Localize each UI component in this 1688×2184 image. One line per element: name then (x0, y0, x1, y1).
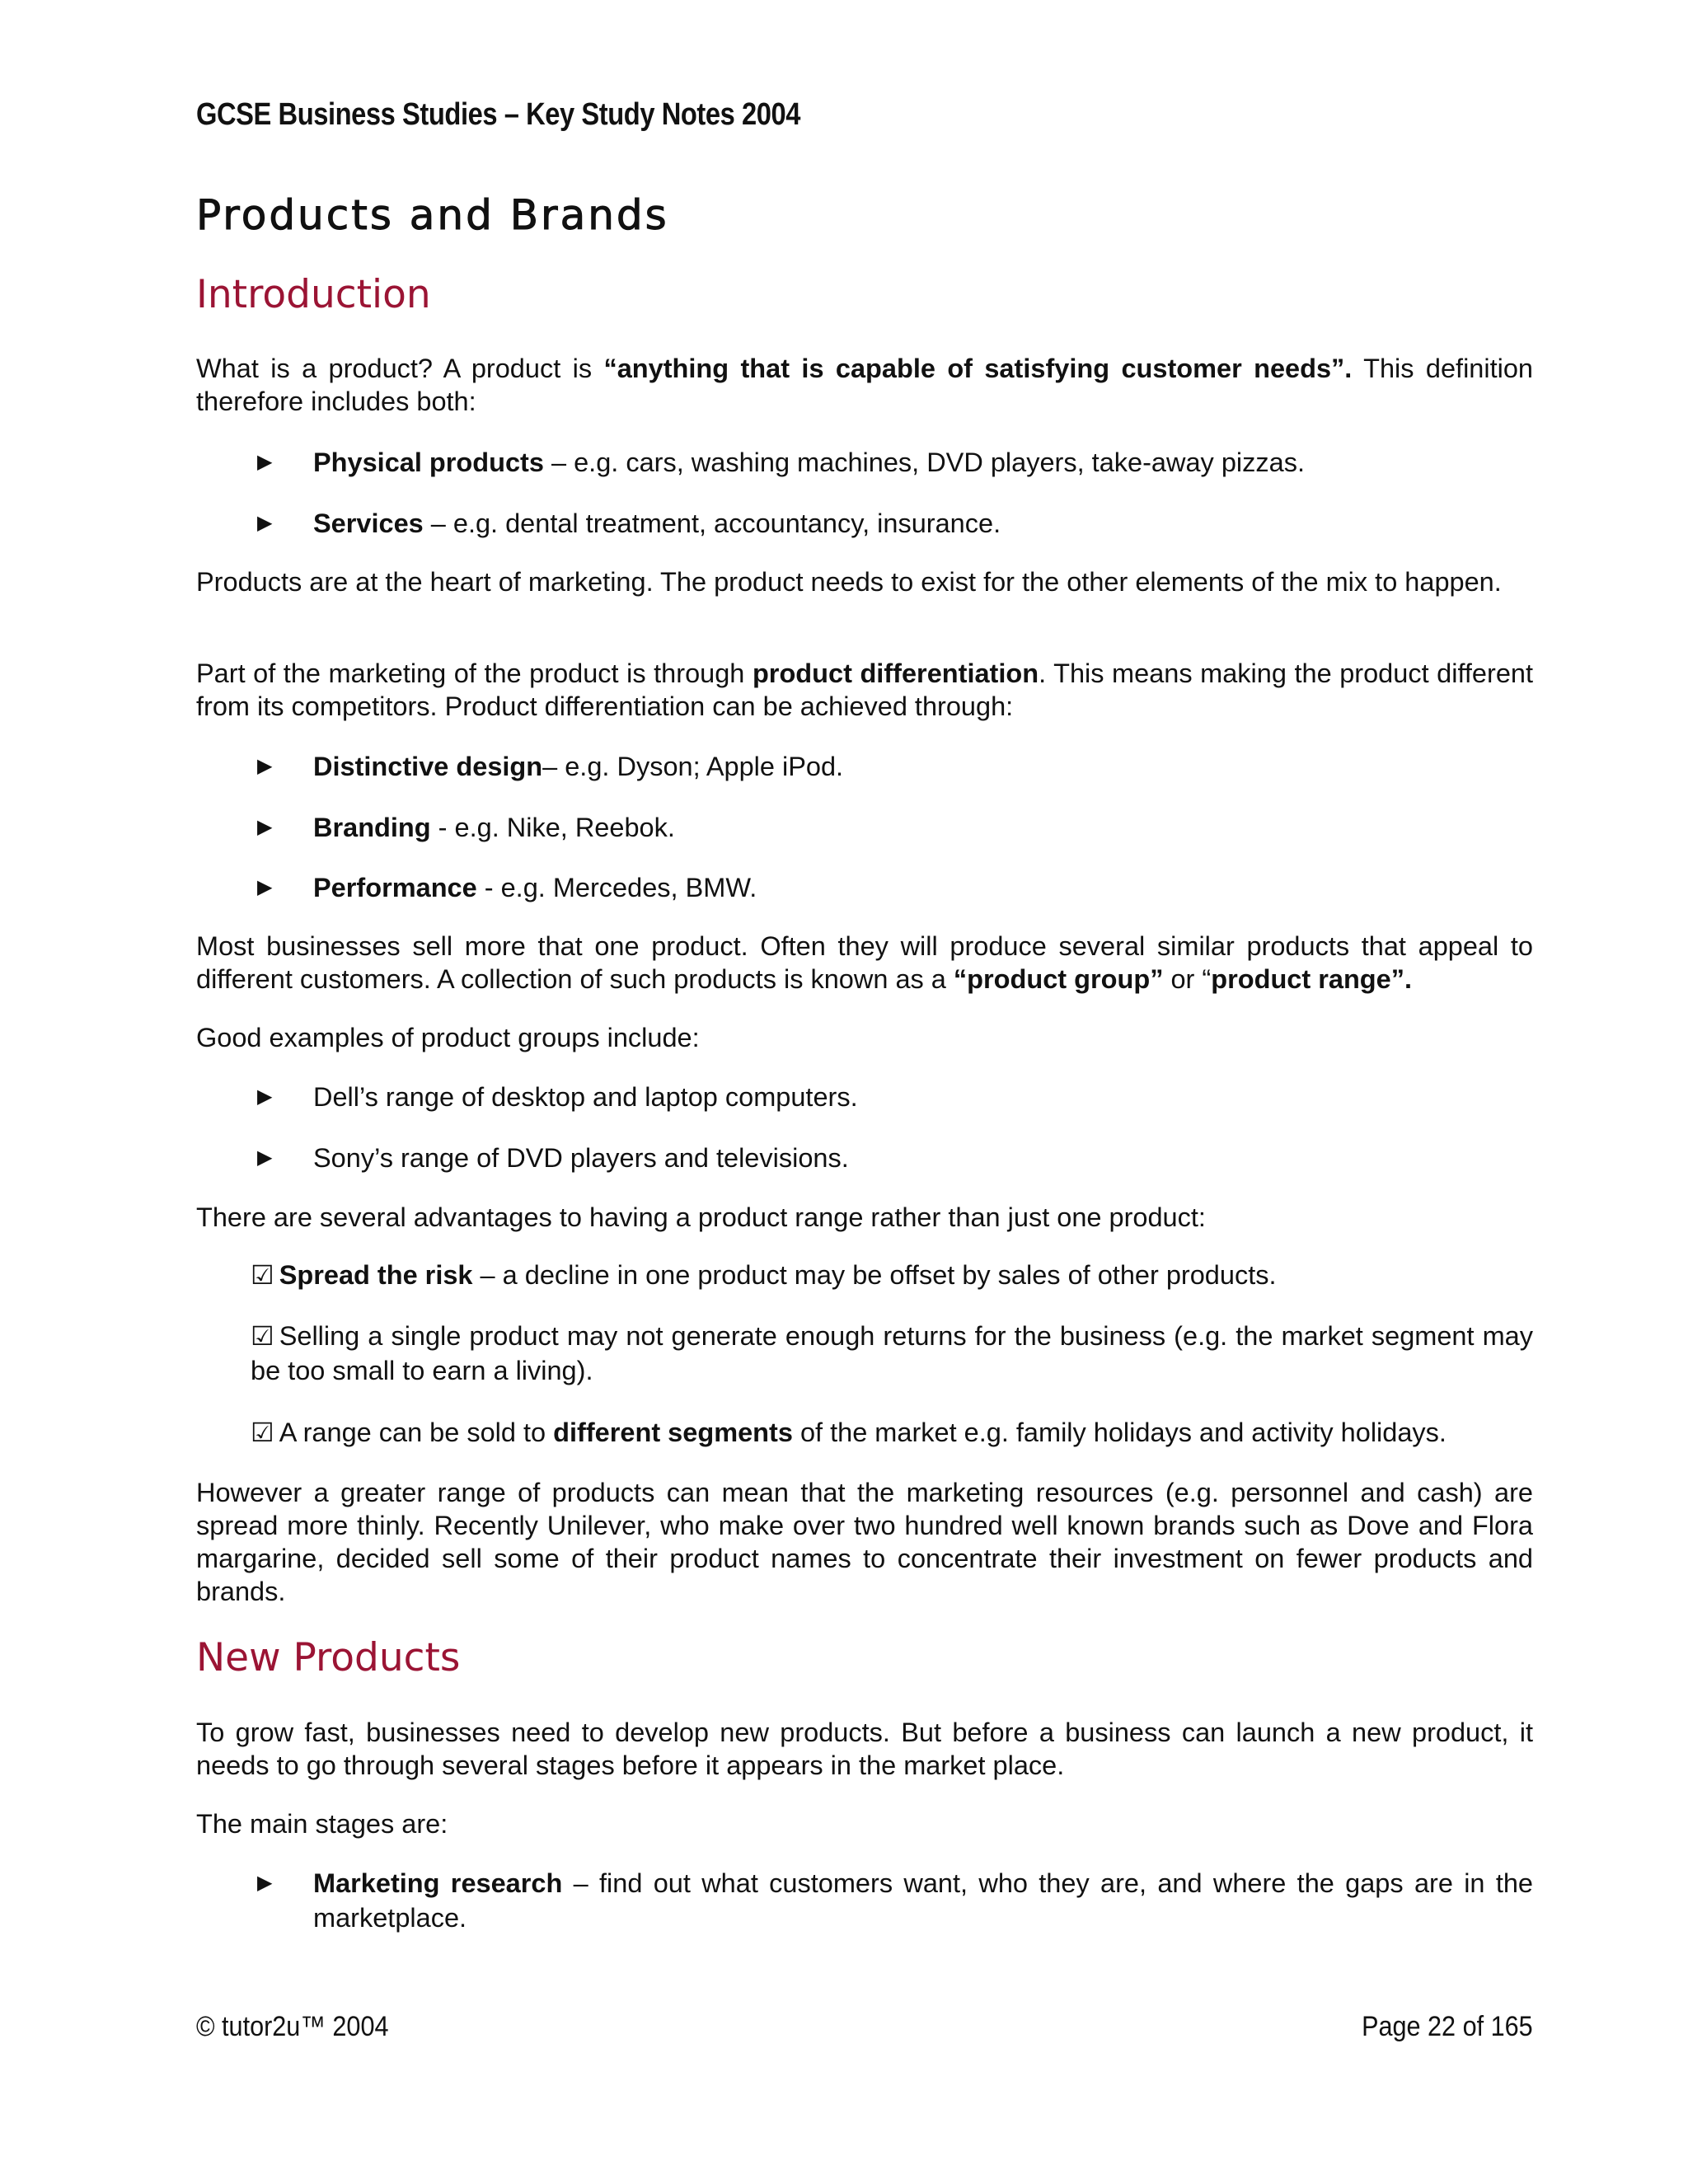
section-heading-introduction: Introduction (196, 272, 431, 317)
bullet-arrow-icon: ▶ (257, 1146, 273, 1169)
bullet-arrow-icon: ▶ (257, 816, 273, 838)
checkbox-icon: ☑ (251, 1417, 274, 1448)
bold-text: product range”. (1211, 964, 1413, 994)
bold-text: Spread the risk (279, 1260, 473, 1290)
paragraph-unilever: However a greater range of products can mean that the marketing resources (e.g. personnel and cash) are spread more thinly. Recently Unilever, who make over two hundred well known brands such as Dove and Flora margarine, decided sell some of their product names to concentrate their investment on fewer products and brands. (196, 1478, 1533, 1606)
bullet-arrow-icon: ▶ (257, 512, 273, 534)
check-item (251, 1258, 1533, 1292)
text-run: A range can be sold to (279, 1418, 554, 1447)
text-run: – e.g. Dyson; Apple iPod. (542, 752, 844, 781)
checkbox-icon: ☑ (251, 1259, 274, 1291)
bold-text: Physical products (313, 448, 544, 477)
text-run: - e.g. Mercedes, BMW. (476, 873, 757, 902)
bold-text: Distinctive design (313, 752, 543, 781)
section-heading-new-products: New Products (196, 1635, 461, 1680)
list-item-text (313, 445, 1533, 480)
page-title: Products and Brands (196, 191, 669, 239)
paragraph-heart-of-marketing: Products are at the heart of marketing. The product needs to exist for the other elements of the mix to happen. (196, 567, 1502, 597)
list-item-text (313, 506, 1533, 541)
bullet-arrow-icon: ▶ (257, 451, 273, 473)
list-item-text (313, 810, 1533, 845)
paragraph-product-range (196, 930, 1533, 996)
text-run: or “ (1163, 964, 1212, 994)
bullet-arrow-icon: ▶ (257, 1085, 273, 1108)
page-number: Page 22 of 165 (1362, 2011, 1533, 2042)
list-item-text (313, 749, 1533, 784)
text-run: Selling a single product may not generate enough returns for the business (e.g. the market segment may be too small to earn a living). (251, 1321, 1533, 1385)
paragraph-advantages: There are several advantages to having a product range rather than just one product: (196, 1202, 1206, 1232)
text-run: – a decline in one product may be offset by sales of other products. (472, 1260, 1277, 1290)
paragraph-product-definition (196, 352, 1533, 418)
bold-text: product differentiation (752, 658, 1039, 688)
bold-text: Branding (313, 813, 431, 842)
bullet-arrow-icon: ▶ (257, 876, 273, 898)
text-run: This definition therefore includes both: (196, 354, 1533, 416)
bold-text: different segments (553, 1418, 793, 1447)
list-item-text (313, 1866, 1533, 1935)
paragraph-product-differentiation (196, 657, 1533, 723)
text-run: What is a product? A product is (196, 354, 604, 383)
check-item (251, 1319, 1533, 1388)
bold-text: Marketing research (313, 1868, 563, 1898)
bold-text: “product group” (953, 964, 1164, 994)
text-run: Most businesses sell more that one product. Often they will produce several similar products that appeal to different customers. A collection of such products is known as a (196, 931, 1533, 994)
list-item-text: Dell’s range of desktop and laptop computers. (313, 1082, 858, 1112)
paragraph-main-stages: The main stages are: (196, 1809, 448, 1839)
paragraph-grow-fast: To grow fast, businesses need to develop new products. But before a business can launch a new product, it needs to go through several stages before it appears in the market place. (196, 1718, 1533, 1780)
bold-text: “anything that is capable of satisfying customer needs”. (603, 354, 1353, 383)
text-run: Part of the marketing of the product is through (196, 658, 753, 688)
running-header: GCSE Business Studies – Key Study Notes 2004 (196, 97, 801, 132)
text-run: – e.g. dental treatment, accountancy, insurance. (423, 509, 1001, 538)
bullet-arrow-icon: ▶ (257, 755, 273, 777)
text-run: . This means making the product different from its competitors. Product differentiation can be achieved through: (196, 658, 1533, 721)
paragraph-good-examples: Good examples of product groups include: (196, 1023, 700, 1052)
checkbox-icon: ☑ (251, 1320, 274, 1352)
copyright-notice: © tutor2u™ 2004 (196, 2011, 389, 2042)
text-run: - e.g. Nike, Reebok. (430, 813, 675, 842)
list-item-text (313, 870, 1533, 905)
bold-text: Services (313, 509, 424, 538)
list-item-text: Sony’s range of DVD players and televisions. (313, 1143, 849, 1173)
bullet-arrow-icon: ▶ (257, 1872, 273, 1894)
text-run: of the market e.g. family holidays and activity holidays. (792, 1418, 1447, 1447)
bold-text: Performance (313, 873, 477, 902)
text-run: – find out what customers want, who they are, and where the gaps are in the marketplace. (313, 1868, 1533, 1933)
text-run: – e.g. cars, washing machines, DVD players, take-away pizzas. (543, 448, 1305, 477)
check-item (251, 1415, 1533, 1450)
